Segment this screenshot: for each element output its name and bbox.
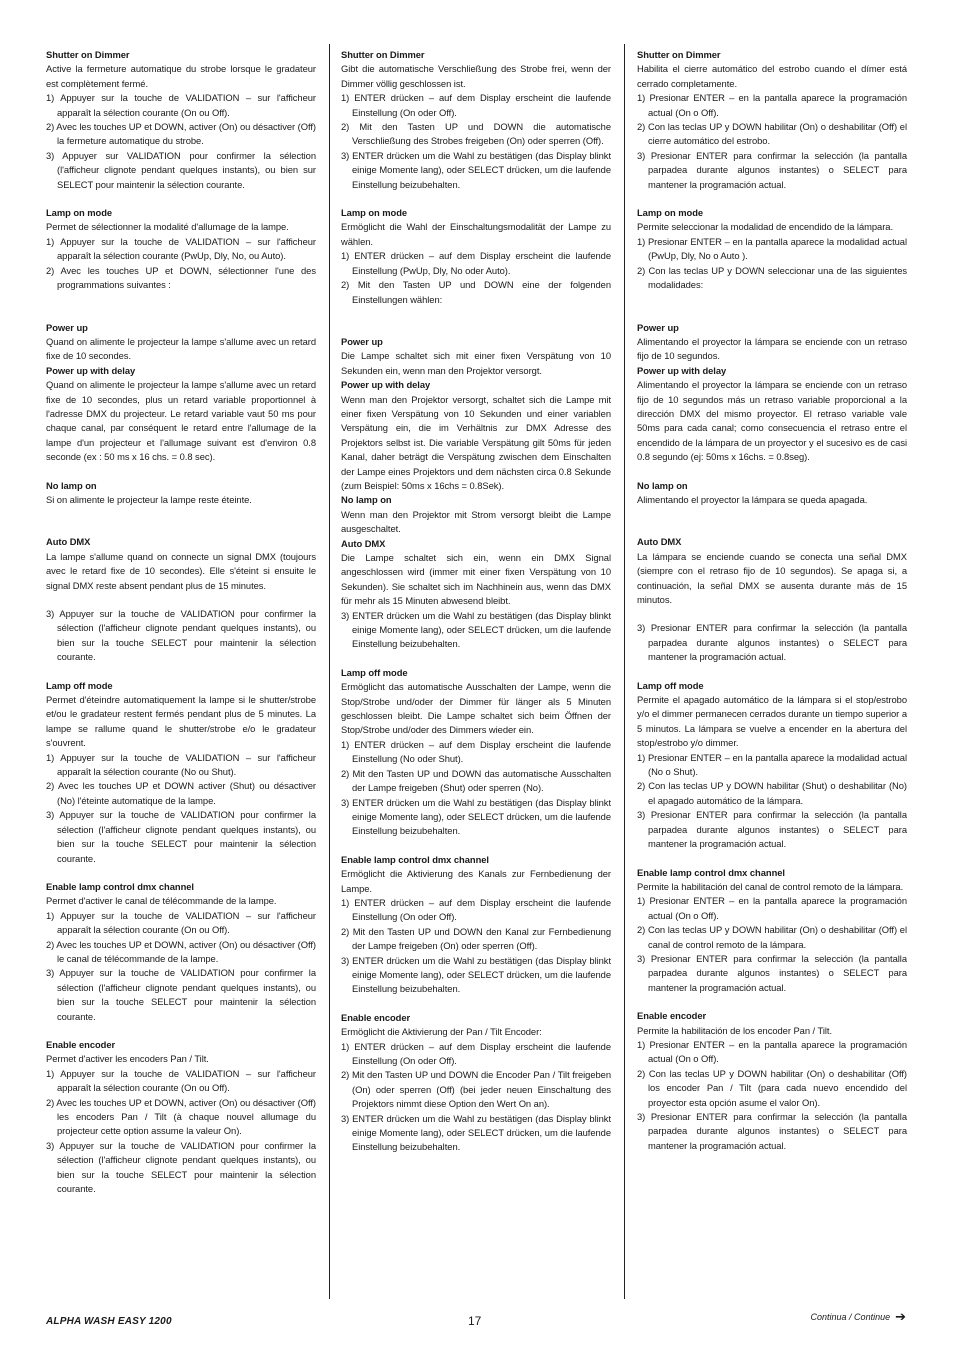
page-number: 17 [468,1314,482,1328]
step-item: 2) Mit den Tasten UP und DOWN die automatische Verschließung des Strobes freigeben (On) oder sperren (Off). [341,121,611,147]
step-item: 3) ENTER drücken um die Wahl zu bestätigen (das Display blinkt einige Momente lang), oder SELECT drücken, um die laufende Einstellung beizubehalten. [341,609,611,650]
step-item: 3) ENTER drücken um die Wahl zu bestätigen (das Display blinkt einige Momente lang), oder SELECT drücken, um die laufende Einstellung beizubehalten. [341,796,611,837]
step-item: 1) ENTER drücken – auf dem Display erscheint die laufende Einstellung (On oder Off). [341,92,611,118]
step-list [637,894,907,995]
step-item: 2) Avec les touches UP et DOWN, activer (On) ou désactiver (Off) le canal de télécommande de la lampe. [46,938,316,964]
section-description: Permite la habilitación de los encoder Pan / Tilt. [637,1024,833,1036]
section-heading: Shutter on Dimmer [46,49,130,60]
section [637,479,907,508]
step-item: 1) Appuyer sur la touche de VALIDATION – sur l'afficheur apparaît la sélection courante (PwUp, Dly, No, ou Auto). [46,235,316,262]
step-item: 1) Appuyer sur la touche de VALIDATION – sur l'afficheur apparaît la sélection courante (On ou Off). [46,1067,316,1094]
section-heading: Power up [341,335,383,347]
step-item: 3) Appuyer sur la touche de VALIDATION pour confirmer la sélection (l'afficheur clignote pendant quelques instants), ou bien sur la touche SELECT pour maintenir la sélection courante. [46,967,316,1022]
section-description: Permite seleccionar la modalidad de encendido de la lámpara. [637,221,894,233]
step-item: 2) Avec les touches UP et DOWN, sélectionner l'une des programmations suivantes : [46,264,316,291]
section-heading: Enable lamp control dmx channel [341,853,489,865]
section-heading: Enable lamp control dmx channel [46,880,194,892]
footer-model-name: ALPHA WASH EASY 1200 [46,1316,172,1327]
section-description: Die Lampe schaltet sich mit einer fixen Verspätung von 10 Sekunden ein, wenn man den Projektor versorgt. [341,350,611,376]
section [46,1038,316,1196]
step-item: 1) Presionar ENTER – en la pantalla aparece la programación actual (On o Off). [637,92,907,118]
step-list [637,751,907,852]
section-heading: No lamp on [637,479,688,491]
section [341,378,611,493]
section-description: Alimentando el proyector la lámpara se enciende con un retraso fijo de 10 segundos. [637,335,907,362]
section-heading: Power up with delay [637,364,727,376]
section [46,535,316,593]
section-description: Permet d'activer le canal de télécommande de la lampe. [46,895,277,907]
section-description: La lampe s'allume quand on connecte un signal DMX (toujours avec le retard fixe de 10 secondes). Elle s'éteint si ensuite le signal DMX reste absent pendant plus de 15 minutes. [46,550,316,591]
step-item: 3) Presionar ENTER para confirmar la selección (la pantalla parpadea durante algunos instantes) o SELECT para mantener la programación actual. [637,149,907,190]
section-heading: Lamp off mode [637,679,704,691]
step-list [46,235,316,293]
arrow-right-icon: ➔ [895,1309,906,1324]
continue-label: Continua / Continue [810,1312,891,1322]
section-heading: Shutter on Dimmer [341,49,425,60]
step-list [637,91,907,192]
step-item: 1) Appuyer sur la touche de VALIDATION – sur l'afficheur apparaît la sélection courante (On ou Off). [46,92,316,118]
section-heading: Lamp off mode [46,679,113,691]
section-description: Die Lampe schaltet sich ein, wenn ein DMX Signal angeschlossen wird (immer mit einer fixen Verspätung von 10 Sekunden). Sie schaltet sich im Nachhinein aus, wenn das DMX für mehr als 15 Minuten abwesend bleibt. [341,552,611,607]
section-heading: Lamp on mode [341,207,408,219]
section [46,206,316,292]
step-item: 3) Presionar ENTER para confirmar la selección (la pantalla parpadea durante algunos instantes) o SELECT para mantener la programación actual. [637,1111,907,1151]
step-item: 1) ENTER drücken – auf dem Display erscheint die laufende Einstellung (PwUp, Dly, No oder Auto). [341,250,611,276]
section [637,206,907,292]
section-description: Active la fermeture automatique du strobe lorsque le gradateur est complètement fermé. [46,63,316,89]
section-description: Permite la habilitación del canal de control remoto de la lámpara. [637,880,904,892]
step-item: 2) Mit den Tasten UP und DOWN eine der folgenden Einstellungen wählen: [341,279,611,305]
section-description: Ermöglicht die Wahl der Einschaltungsmodalität der Lampe zu wählen. [341,221,611,247]
section [637,48,907,192]
column-spanish [637,48,907,1153]
section-description: Permet de sélectionner la modalité d'allumage de la lampe. [46,221,289,233]
step-item: 1) Presionar ENTER – en la pantalla aparece la modalidad actual (No o Shut). [637,751,907,778]
step-item: 3) ENTER drücken um die Wahl zu bestätigen (das Display blinkt einige Momente lang), oder SELECT drücken, um die laufende Einstellung beizubehalten. [341,149,611,190]
section [637,535,907,607]
section [46,880,316,1024]
section-heading: Auto DMX [46,536,91,548]
step-list [46,607,316,665]
section-description: Quand on alimente le projecteur la lampe s'allume avec un retard fixe de 10 secondes. [46,335,316,362]
section-description: Si on alimente le projecteur la lampe reste éteinte. [46,493,252,505]
section-description: Ermöglicht die Aktivierung des Kanals zur Fernbedienung der Lampe. [341,868,611,894]
section-description: Wenn man den Projektor versorgt, schaltet sich die Lampe mit einer fixen Verspätung von 10 Sekunden und einer variablen Verspätung ein, die im Verhältnis zur DMX Adresse des Projektors selbst ist. Die variable Verspätung gilt 50ms für jeden Kanal, daher beträgt die Verspätung zwischen dem Einschalten der Lampe eines Projektors und dem nächsten circa 0.8 Sekunde (zum Beispiel: 50ms x 16chs = 0.8Sek). [341,393,611,491]
section [341,335,611,378]
section-description: Quand on alimente le projecteur la lampe s'allume avec un retard fixe de 10 secondes, plus un retard variable proportionnel à l'adresse DMX du projecteur. Le retard variable vaut 50 ms pour chaque canal, par conséquent le retard entre l'allumage de la lampe d'un projecteur et l'allumage suivant est d'environ 0.8 seconde (ex : 50 ms x 16 chs. = 0.8 sec). [46,379,316,463]
step-list [46,1067,316,1197]
step-item: 1) ENTER drücken – auf dem Display erscheint die laufende Einstellung (On oder Off). [341,896,611,923]
section-heading: Power up [46,321,88,333]
step-list [341,609,611,652]
step-list [46,751,316,866]
section-description: Permite el apagado automático de la lámpara si el stop/estrobo y/o el dimmer permanecen cerrados durante un tiempo superior a 5 minutos. La lámpara se vuelve a encender en la abertura del stop/estrobo y/o dimmer. [637,694,907,749]
step-item: 3) Presionar ENTER para confirmar la selección (la pantalla parpadea durante algunos instantes) o SELECT para mantener la programación actual. [637,952,907,993]
section [46,321,316,364]
section-heading: No lamp on [46,479,97,491]
section [46,479,316,508]
step-list [637,621,907,664]
step-item: 2) Avec les touches UP et DOWN activer (Shut) ou désactiver (No) l'éteinte automatique de la lampe. [46,780,316,806]
section [46,679,316,866]
section [46,607,316,665]
section [341,666,611,839]
step-list [341,896,611,997]
step-item: 1) Appuyer sur la touche de VALIDATION – sur l'afficheur apparaît la sélection courante (No ou Shut). [46,751,316,778]
step-item: 1) ENTER drücken – auf dem Display erscheint die laufende Einstellung (On oder Off). [341,1040,611,1066]
column-french [46,48,316,1196]
step-item: 1) ENTER drücken – auf dem Display erscheint die laufende Einstellung (No oder Shut). [341,738,611,765]
section-heading: Auto DMX [637,536,682,548]
section-description: La lámpara se enciende cuando se conecta una señal DMX (siempre con el retraso fijo de 10 segundos). Se apaga si, a continuación, la señal DMX se ausenta durante más de 15 minutos. [637,550,907,605]
section [637,621,907,664]
step-item: 2) Con las teclas UP y DOWN habilitar (On) o deshabilitar (Off) el cierre automático del estrobo. [637,121,907,147]
section-heading: Auto DMX [341,537,386,549]
section-heading: Enable encoder [46,1038,116,1050]
step-item: 2) Avec les touches UP et DOWN, activer (On) ou désactiver (Off) la fermeture automatique du strobe. [46,121,316,147]
section-description: Alimentando el proyector la lámpara se enciende con un retraso fijo de 10 segundos más un retraso variable proporcional a la dirección DMX del mismo proyector. El retraso variable vale 50ms para cada canal; como consecuencia el retraso entre el encendido de la lámpara de un proyector y el sucesivo es de casi 0.8 segundo (ej: 50ms x 16chs. = 0.8seg). [637,379,907,463]
section [341,853,611,997]
step-list [341,249,611,307]
section [637,321,907,364]
step-item: 3) Appuyer sur la touche de VALIDATION pour confirmer la sélection (l'afficheur clignote pendant quelques instants), ou bien sur la touche SELECT pour maintenir la sélection courante. [46,809,316,864]
step-item: 3) ENTER drücken um die Wahl zu bestätigen (das Display blinkt einige Momente lang), oder SELECT drücken, um die laufende Einstellung beizubehalten. [341,1112,611,1153]
section-heading: Lamp off mode [341,666,408,678]
step-item: 1) Appuyer sur la touche de VALIDATION – sur l'afficheur apparaît la sélection courante (On ou Off). [46,909,316,936]
section-heading: Shutter on Dimmer [637,49,721,60]
section [341,493,611,536]
section-heading: Enable encoder [341,1011,411,1023]
step-item: 1) Presionar ENTER – en la pantalla aparece la modalidad actual (PwUp, Dly, No o Auto ). [637,235,907,262]
section-heading: Enable lamp control dmx channel [637,866,785,878]
step-list [637,235,907,293]
step-item: 3) Appuyer sur la touche de VALIDATION pour confirmer la sélection (l'afficheur clignote pendant quelques instants), ou bien sur la touche SELECT pour maintenir la sélection courante. [46,608,316,663]
section-heading: Lamp on mode [46,207,113,219]
step-list [637,1038,907,1153]
section-heading: Lamp on mode [637,207,704,219]
step-list [46,91,316,192]
section [637,1009,907,1153]
section [46,364,316,465]
section-heading: Enable encoder [637,1010,707,1022]
step-item: 2) Mit den Tasten UP und DOWN die Encoder Pan / Tilt freigeben (On) oder sperren (Off) (bei jeder neuen Einschaltung des Projektors nimmt diese Option den Wert On an). [341,1069,611,1110]
step-item: 3) ENTER drücken um die Wahl zu bestätigen (das Display blinkt einige Momente lang), oder SELECT drücken, um die laufende Einstellung beizubehalten. [341,954,611,995]
section [341,206,611,307]
section [637,679,907,852]
column-divider-right [624,44,625,1299]
step-item: 1) Presionar ENTER – en la pantalla aparece la programación actual (On o Off). [637,895,907,921]
section-heading: Power up with delay [341,379,431,391]
continue-link [811,1309,906,1325]
section [637,866,907,996]
section-description: Gibt die automatische Verschließung des Strobe frei, wenn der Dimmer völlig geschlossen ist. [341,63,611,89]
section [341,1011,611,1155]
section-description: Permet d'activer les encoders Pan / Tilt. [46,1053,209,1065]
step-list [341,1040,611,1155]
step-item: 2) Con las teclas UP y DOWN habilitar (Shut) o deshabilitar (No) el apagado automático de la lámpara. [637,780,907,806]
section-description: Permet d'éteindre automatiquement la lampe si le shutter/strobe et/ou le gradateur restent fermés pendant plus de 5 minutes. La lampe se rallume quand le shutter/strobe e/o le gradateur s'ouvrent. [46,694,316,749]
section [637,364,907,465]
section [46,48,316,192]
step-item: 1) Presionar ENTER – en la pantalla aparece la programación actual (On o Off). [637,1038,907,1065]
step-item: 2) Mit den Tasten UP und DOWN den Kanal zur Fernbedienung der Lampe freigeben (On) oder sperren (Off). [341,925,611,952]
step-item: 2) Mit den Tasten UP und DOWN das automatische Ausschalten der Lampe freigeben (Shut) oder sperren (No). [341,767,611,794]
step-item: 2) Avec les touches UP et DOWN, activer (On) ou désactiver (Off) les encoders Pan / Tilt (à chaque nouvel allumage du projecteur cette option assume la valeur On). [46,1096,316,1137]
step-list [46,909,316,1024]
section-description: Habilita el cierre automático del estrobo cuando el dímer está cerrado completamente. [637,63,907,89]
step-item: 3) Presionar ENTER para confirmar la selección (la pantalla parpadea durante algunos instantes) o SELECT para mantener la programación actual. [637,622,907,663]
step-item: 2) Con las teclas UP y DOWN habilitar (On) o deshabilitar (Off) el canal de control remoto de la lámpara. [637,924,907,950]
step-item: 3) Presionar ENTER para confirmar la selección (la pantalla parpadea durante algunos instantes) o SELECT para mantener la programación actual. [637,809,907,850]
section-description: Ermöglicht das automatische Ausschalten der Lampe, wenn die Stop/Strobe und/oder der Dimmer für länger als 5 Minuten geschlossen bleibt. Die Lampe schaltet sich beim Öffnen der Stop/Strobe und/oder des Dimmers wieder ein. [341,681,611,736]
section-description: Wenn man den Projektor mit Strom versorgt bleibt die Lampe ausgeschaltet. [341,508,611,535]
section-heading: Power up [637,321,679,333]
section-description: Ermöglicht die Aktivierung der Pan / Tilt Encoder: [341,1026,542,1038]
section-heading: Power up with delay [46,364,136,376]
step-item: 2) Con las teclas UP y DOWN seleccionar una de las siguientes modalidades: [637,264,907,291]
section-description: Alimentando el proyector la lámpara se queda apagada. [637,493,868,505]
section-heading: No lamp on [341,494,392,506]
column-divider-left [329,44,330,1299]
column-german [341,48,611,1155]
step-list [341,738,611,839]
step-item: 3) Appuyer sur la touche de VALIDATION pour confirmer la sélection (l'afficheur clignote pendant quelques instants), ou bien sur la touche SELECT pour maintenir la sélection courante. [46,1139,316,1195]
step-item: 3) Appuyer sur VALIDATION pour confirmer la sélection (l'afficheur clignote pendant quelques instants), ou bien sur SELECT pour maintenir la sélection courante. [46,149,316,190]
section [341,537,611,652]
step-list [341,91,611,192]
section [341,48,611,192]
step-item: 2) Con las teclas UP y DOWN habilitar (On) o deshabilitar (Off) los encoder Pan / Tilt (para cada nuevo encendido del proyector esta opción asume el valor On). [637,1067,907,1108]
